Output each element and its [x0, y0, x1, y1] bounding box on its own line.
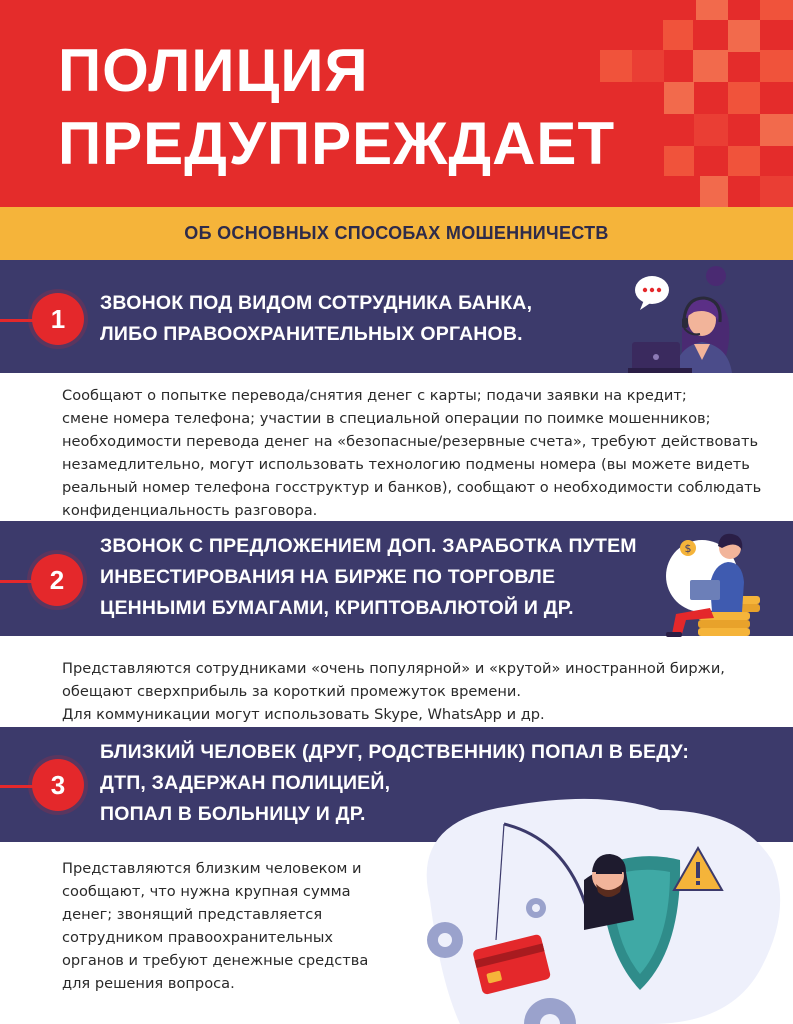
subtitle-bar — [0, 207, 793, 260]
header-banner — [0, 0, 793, 207]
hacker-phishing-card-icon — [400, 780, 793, 1024]
svg-text:$: $ — [684, 542, 692, 555]
section-2-title: ЗВОНОК С ПРЕДЛОЖЕНИЕМ ДОП. ЗАРАБОТКА ПУТЕМ ИНВЕСТИРОВАНИЯ НА БИРЖЕ ПО ТОРГОВЛЕ ЦЕННЫМИ БУМАГАМИ, КРИПТОВАЛЮТОЙ И ДР. — [100, 535, 637, 619]
section-3-title: БЛИЗКИЙ ЧЕЛОВЕК (ДРУГ, РОДСТВЕННИК) ПОПАЛ В БЕДУ: ДТП, ЗАДЕРЖАН ПОЛИЦИЕЙ, ПОПАЛ В БОЛЬНИЦУ И ДР. — [100, 741, 690, 825]
call-center-operator-icon — [624, 262, 744, 373]
subtitle: ОБ ОСНОВНЫХ СПОСОБАХ МОШЕННИЧЕСТВ — [184, 223, 609, 243]
investor-on-coins-icon — [652, 522, 764, 640]
section-3-number: 3 — [32, 759, 84, 811]
section-1-title: ЗВОНОК ПОД ВИДОМ СОТРУДНИКА БАНКА, ЛИБО ПРАВООХРАНИТЕЛЬНЫХ ОРГАНОВ. — [100, 292, 533, 345]
section-2-description: Представляются сотрудниками «очень популярной» и «крутой» иностранной биржи, обещают сверхприбыль за короткий промежуток времени. Для коммуникации могут использовать Skype, WhatsApp и др. — [62, 660, 725, 723]
section-2-number: 2 — [31, 554, 83, 606]
section-1-number: 1 — [32, 293, 84, 345]
section-3-description: Представляются близким человеком и сообщают, что нужна крупная сумма денег; звонящий представляется сотрудником правоохранительных органов и требуют денежные средства для решения вопроса. — [62, 860, 369, 992]
section-1-description: Сообщают о попытке перевода/снятия денег с карты; подачи заявки на кредит; смене номера телефона; участии в специальной операции по поимке мошенников; необходимости перевода денег на «безопасные/резервные счета», требуют действовать незамедлительно, могут использовать технологию подмены номера (вы можете видеть реальный номер телефона госструктур и банков), сообщают о необходимости соблюдать конфиденциальность разговора. — [62, 387, 762, 519]
page-title: ПОЛИЦИЯ ПРЕДУПРЕЖДАЕТ — [58, 37, 616, 177]
